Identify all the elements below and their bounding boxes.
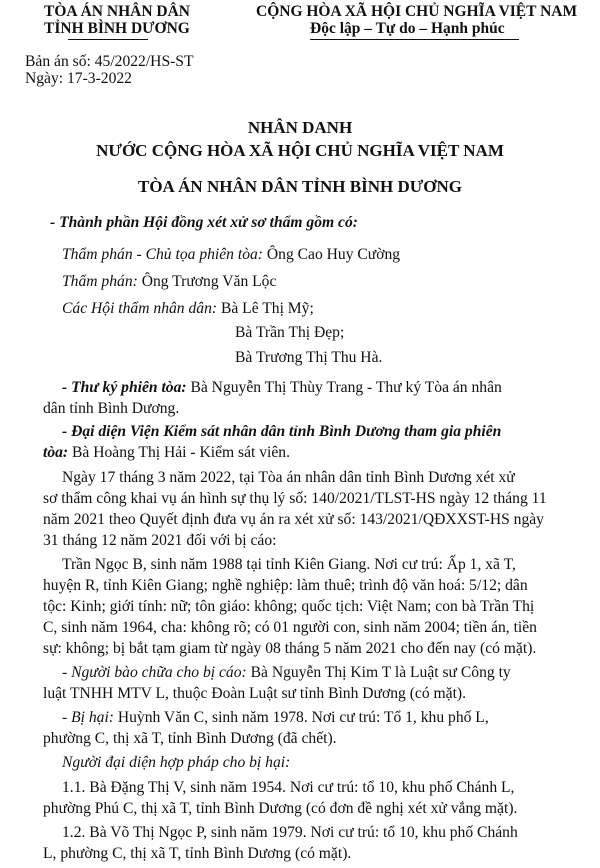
victim-line1 xyxy=(62,709,489,727)
assessor-1: Bà Lê Thị Mỹ; xyxy=(217,300,314,317)
assessors-label: Các Hội thẩm nhân dân: xyxy=(62,300,218,317)
clerk-label: - Thư ký phiên tòa: xyxy=(62,379,187,396)
court-name-line2: TỈNH BÌNH DƯƠNG xyxy=(44,20,190,37)
panel-heading: - Thành phần Hội đồng xét xử sơ thẩm gồm có: xyxy=(50,214,358,231)
p1-line2: sơ thẩm công khai vụ án hình sự thụ lý số: 140/2021/TLST-HS ngày 12 tháng 11 xyxy=(43,490,547,507)
title-line3: TÒA ÁN NHÂN DÂN TỈNH BÌNH DƯƠNG xyxy=(138,177,462,196)
case-number: Bản án số: 45/2022/HS-ST xyxy=(25,53,194,70)
p1-line3: năm 2021 theo Quyết định đưa vụ án ra xét xử số: 143/2021/QĐXXST-HS ngày xyxy=(43,511,544,528)
presiding-judge xyxy=(62,246,400,264)
procuracy-label-line1: - Đại diện Viện Kiểm sát nhân dân tỉnh Bình Dương tham gia phiên xyxy=(62,423,502,440)
defender-text: Bà Nguyễn Thị Kim T là Luật sư Công ty xyxy=(246,664,511,681)
defender-line2: luật TNHH MTV L, thuộc Đoàn Luật sư tỉnh Bình Dương (có mặt). xyxy=(43,685,467,702)
assessor-2: Bà Trần Thị Đẹp; xyxy=(235,324,345,341)
clerk-line2: dân tỉnh Bình Dương. xyxy=(43,400,180,417)
p1-line1: Ngày 17 tháng 3 năm 2022, tại Tòa án nhân dân tỉnh Bình Dương xét xử xyxy=(62,469,515,486)
procuracy-line2 xyxy=(43,444,290,462)
presiding-judge-name: Ông Cao Huy Cường xyxy=(262,246,401,263)
nation-name: CỘNG HÒA XÃ HỘI CHỦ NGHĨA VIỆT NAM xyxy=(256,3,578,20)
defender-line1 xyxy=(62,664,511,682)
title-line2: NƯỚC CỘNG HÒA XÃ HỘI CHỦ NGHĨA VIỆT NAM xyxy=(96,141,504,160)
case-date: Ngày: 17-3-2022 xyxy=(25,70,132,87)
p2-line3: tộc: Kinh; giới tính: nữ; tôn giáo: không; quốc tịch: Việt Nam; con bà Trần Thị xyxy=(43,598,535,615)
p2-line2: huyện R, tỉnh Kiên Giang; nghề nghiệp: làm thuê; trình độ văn hoá: 5/12; dân xyxy=(43,577,528,594)
rep1-line2: phường Phú C, thị xã T, tỉnh Bình Dương (có đơn đề nghị xét xử vắng mặt). xyxy=(43,800,518,817)
judge xyxy=(62,273,276,291)
victim-line2: phường C, thị xã T, tỉnh Bình Dương (đã chết). xyxy=(43,730,337,747)
assessors xyxy=(62,300,314,318)
court-underline xyxy=(68,39,148,40)
judge-name: Ông Trương Văn Lộc xyxy=(137,273,277,290)
procuracy-label-line2: tòa: xyxy=(43,444,69,461)
judge-label: Thẩm phán: xyxy=(62,273,138,290)
motto-underline xyxy=(310,39,519,40)
rep2-line1: 1.2. Bà Võ Thị Ngọc P, sinh năm 1979. Nơi cư trú: tổ 10, khu phố Chánh xyxy=(62,824,518,841)
rep2-line2: L, phường C, thị xã T, tỉnh Bình Dương (có mặt). xyxy=(43,845,352,862)
title-line1: NHÂN DANH xyxy=(247,118,353,137)
p2-line5: sự: không; bị bắt tạm giam từ ngày 08 tháng 5 năm 2021 cho đến nay (có mặt). xyxy=(43,640,537,657)
clerk-text: Bà Nguyễn Thị Thùy Trang - Thư ký Tòa án nhân xyxy=(186,379,502,396)
rep1-line1: 1.1. Bà Đặng Thị V, sinh năm 1954. Nơi cư trú: tổ 10, khu phố Chánh L, xyxy=(62,779,515,796)
nation-motto: Độc lập – Tự do – Hạnh phúc xyxy=(310,20,505,37)
p1-line4: 31 tháng 12 năm 2021 đối với bị cáo: xyxy=(43,532,277,549)
rep-heading: Người đại diện hợp pháp cho bị hại: xyxy=(62,754,291,771)
presiding-judge-label: Thẩm phán - Chủ tọa phiên tòa: xyxy=(62,246,263,263)
p2-line4: C, sinh năm 1964, cha: không rõ; có 01 người con, sinh năm 2004; tiền án, tiền xyxy=(43,619,537,636)
court-name-line1: TÒA ÁN NHÂN DÂN xyxy=(44,3,190,20)
p2-line1: Trần Ngọc B, sinh năm 1988 tại tỉnh Kiên Giang. Nơi cư trú: Ấp 1, xã T, xyxy=(62,556,516,573)
clerk-line1 xyxy=(62,379,502,397)
assessor-3: Bà Trương Thị Thu Hà. xyxy=(235,349,383,366)
victim-text: Huỳnh Văn C, sinh năm 1978. Nơi cư trú: Tổ 1, khu phố L, xyxy=(113,709,489,726)
defender-label: - Người bào chữa cho bị cáo: xyxy=(62,664,247,681)
procuracy-text: Bà Hoàng Thị Hải - Kiểm sát viên. xyxy=(68,444,291,461)
victim-label: - Bị hại: xyxy=(62,709,114,726)
